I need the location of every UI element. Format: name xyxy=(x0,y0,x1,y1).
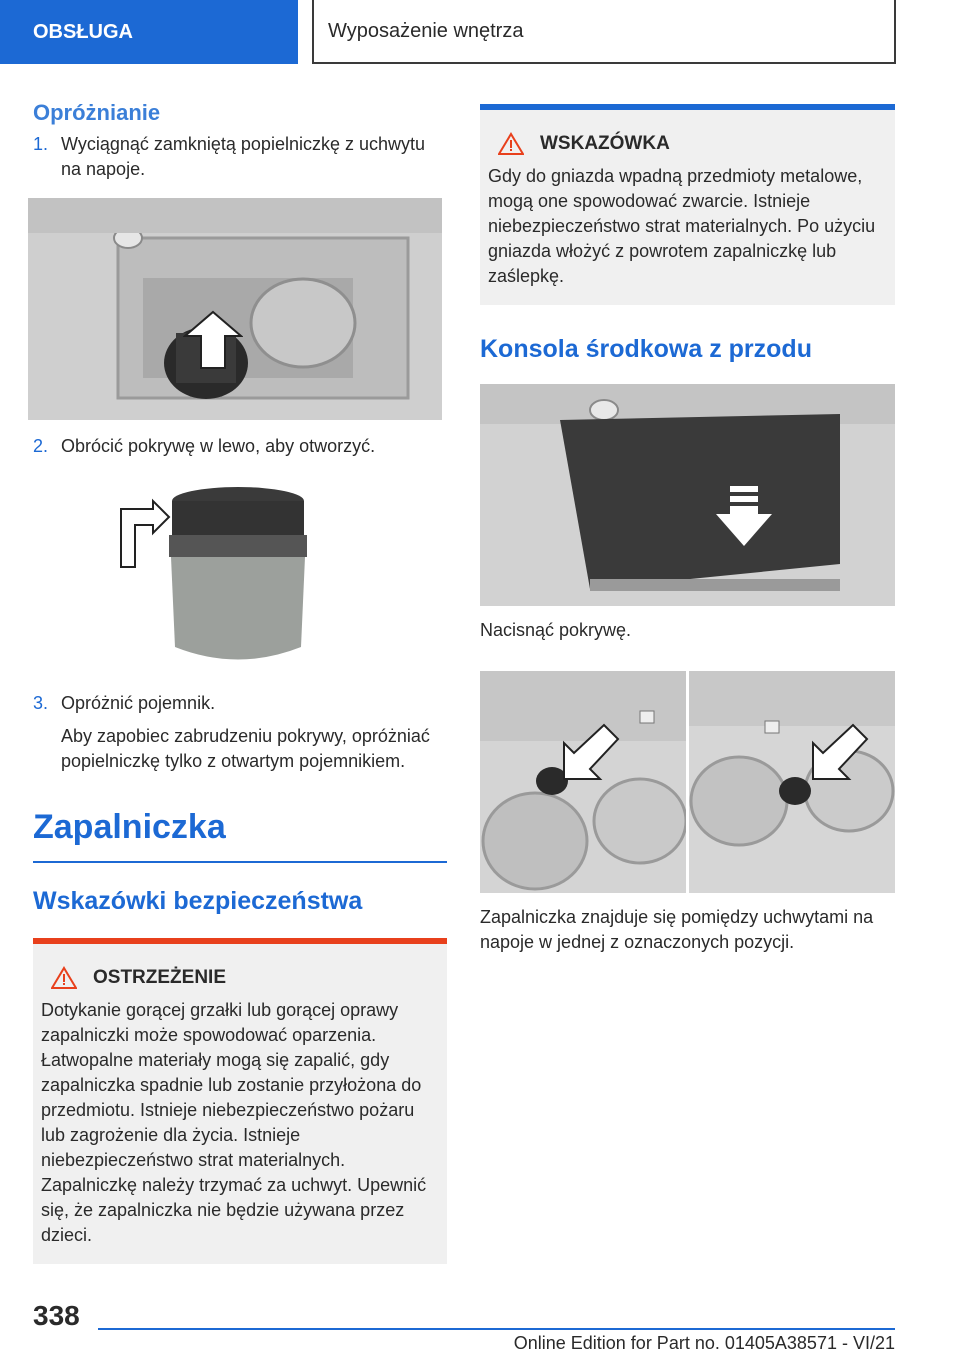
caption-lighter-location: Zapalniczka znajduje się pomiędzy uchwytami na napoje w jednej z oznaczonych pozycji. xyxy=(480,907,874,952)
rotate-arrow-icon xyxy=(113,497,173,577)
safety-heading: Wskazówki bezpieczeństwa xyxy=(33,887,363,915)
left-column xyxy=(33,100,447,1264)
step-2 xyxy=(33,434,447,459)
pointer-arrow-icon xyxy=(560,723,620,783)
warning-box xyxy=(33,944,447,1264)
lighter-position-left xyxy=(480,671,686,893)
warning-text: Dotykanie gorącej grzałki lub gorącej oprawy zapalniczki może spowodować oparzenia. Łatwopalne materiały mogą się zapalić, gdy zapalniczka spadnie lub zostanie przyłożona do przedmiotu. Istnieje niebezpieczeństwo pożaru lub zagrożenie dla życia. Istnieje niebezpieczeństwo strat materialnych. Zapalniczkę należy trzymać za uchwyt. Upewnić się, że zapalniczka nie będzie używana przez dzieci. xyxy=(41,1000,427,1245)
footer-divider xyxy=(98,1328,895,1330)
step-number: 3. xyxy=(33,693,49,713)
section-header xyxy=(312,0,896,64)
notice-text: Gdy do gniazda wpadną przedmioty metalowe, mogą one spowodować zwarcie. Istnieje niebezpieczeństwo strat materialnych. Po użyciu gniazda włożyć z powrotem zapalniczkę lub zaślepkę. xyxy=(488,166,876,286)
step-number: 1. xyxy=(33,134,49,154)
pointer-arrow-icon xyxy=(809,723,869,783)
ashtray-pull-image xyxy=(28,198,442,420)
step-number: 2. xyxy=(33,436,49,456)
caption-press-cover: Nacisnąć pokrywę. xyxy=(480,620,632,640)
lid-rotate-image xyxy=(33,487,447,673)
section-label: Wyposażenie wnętrza xyxy=(328,19,524,42)
lighter-positions-image xyxy=(480,671,895,893)
right-column xyxy=(480,100,895,955)
page-number: 338 xyxy=(33,1300,80,1331)
console-cover-image xyxy=(480,384,895,606)
step-text: Obrócić pokrywę w lewo, aby otworzyć. xyxy=(61,436,376,456)
footer-edition: Online Edition for Part no. 01405A38571 - VI/21 xyxy=(513,1333,895,1353)
warning-header xyxy=(51,966,439,990)
lighter-position-right xyxy=(689,671,895,893)
warning-triangle-icon xyxy=(498,132,524,156)
ashtray-canister-illustration xyxy=(165,487,311,667)
warning-title: OSTRZEŻENIE xyxy=(93,967,227,988)
notice-box xyxy=(480,110,895,305)
console-heading: Konsola środkowa z przodu xyxy=(480,335,812,363)
notice-header xyxy=(498,132,887,156)
lighter-heading: Zapalniczka xyxy=(33,808,226,846)
step-3 xyxy=(33,691,447,716)
up-arrow-icon xyxy=(183,310,243,370)
step-text: Wyciągnąć zamkniętą popielniczkę z uchwytu na napoje. xyxy=(61,134,426,179)
step-text: Opróżnić pojemnik. xyxy=(61,693,216,713)
step-3-note: Aby zapobiec zabrudzeniu pokrywy, opróżniać popielniczkę tylko z otwartym pojemnikiem. xyxy=(61,726,430,771)
warning-triangle-icon xyxy=(51,966,77,990)
step-1 xyxy=(33,132,447,182)
console-illustration xyxy=(28,198,442,420)
console-cover-illustration xyxy=(480,384,895,606)
heading-divider xyxy=(33,861,447,863)
down-arrow-icon xyxy=(714,484,774,548)
emptying-heading: Opróżnianie xyxy=(33,100,161,125)
notice-title: WSKAZÓWKA xyxy=(540,133,670,154)
chapter-tab[interactable] xyxy=(0,0,298,64)
chapter-label: OBSŁUGA xyxy=(33,20,133,43)
